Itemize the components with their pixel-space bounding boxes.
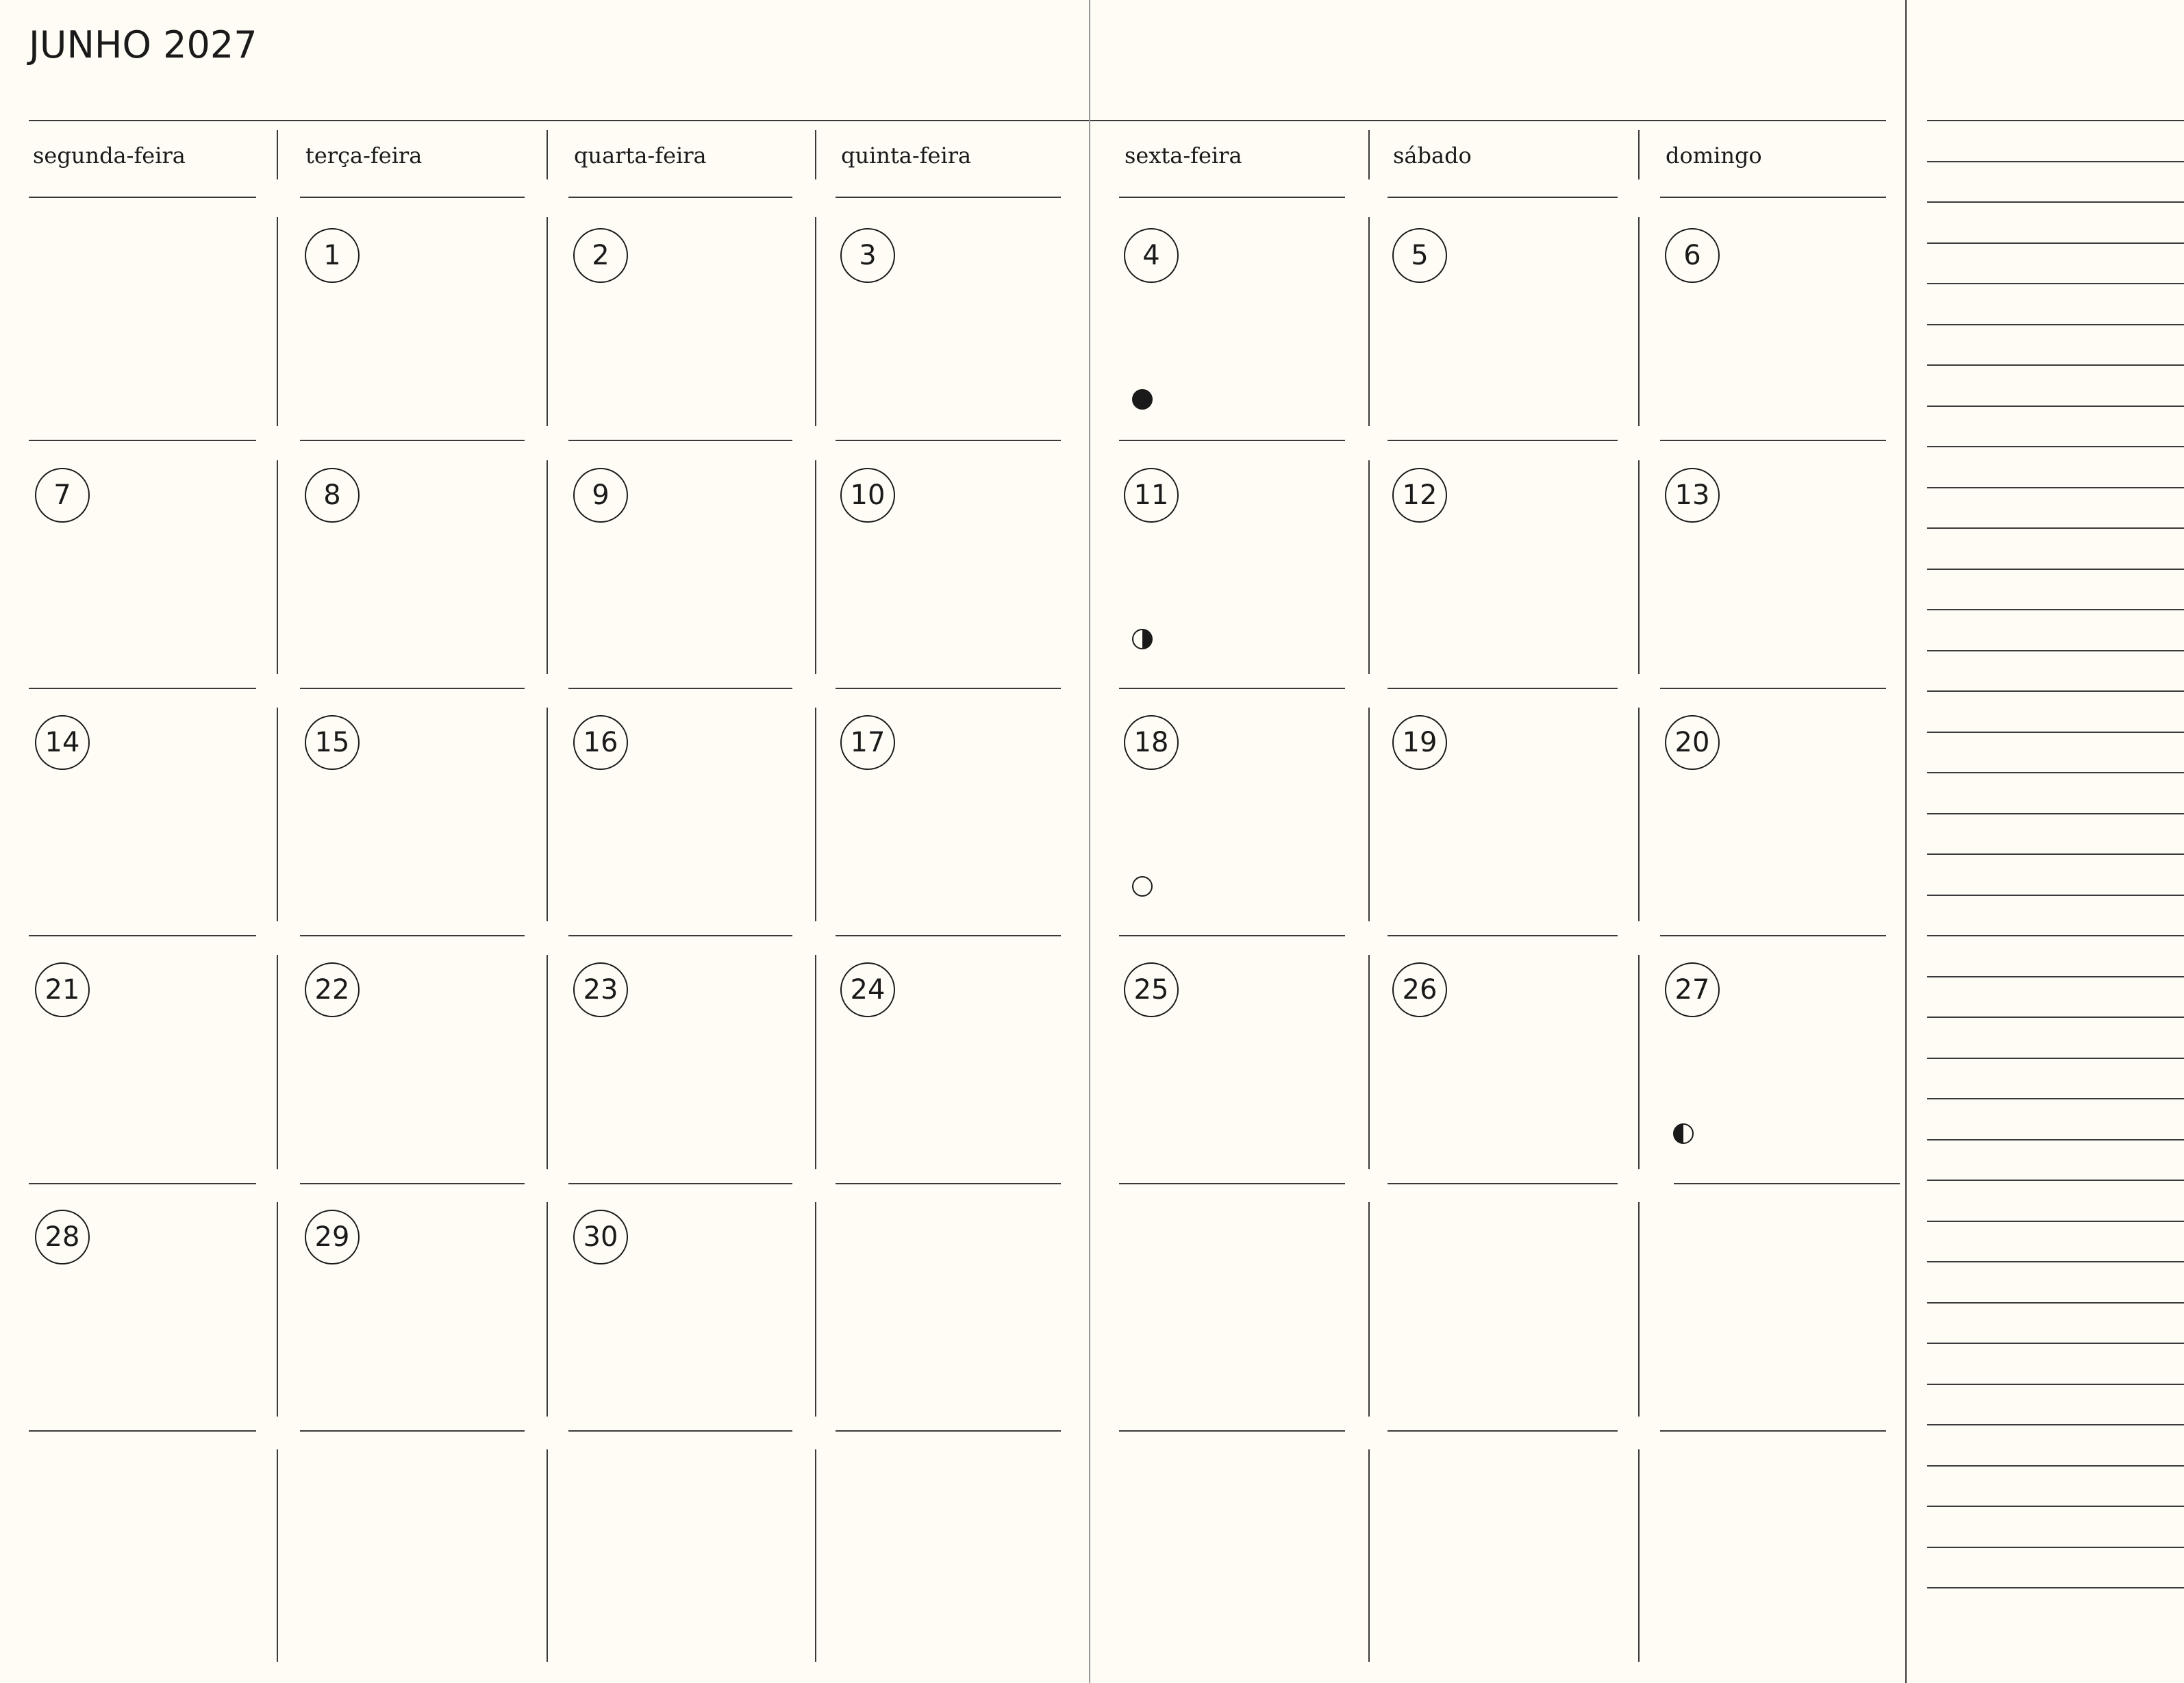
notes-line: [1927, 1221, 2184, 1222]
day-number[interactable]: 29: [305, 1210, 360, 1264]
row-rule: [1119, 688, 1345, 689]
row-rule: [300, 1430, 525, 1432]
notes-line: [1927, 1180, 2184, 1181]
day-number[interactable]: 1: [305, 228, 360, 283]
notes-line: [1927, 1261, 2184, 1262]
notes-line: [1927, 242, 2184, 244]
row-rule: [29, 935, 256, 936]
row-rule: [1660, 688, 1886, 689]
day-number[interactable]: 14: [35, 715, 90, 770]
cell-separator: [815, 955, 816, 1169]
cell-separator: [1368, 708, 1370, 921]
cell-separator: [547, 1202, 548, 1417]
row-rule: [568, 688, 792, 689]
notes-line: [1927, 283, 2184, 284]
day-number[interactable]: 16: [573, 715, 628, 770]
notes-line: [1927, 1017, 2184, 1018]
notes-line: [1927, 201, 2184, 203]
cell-separator: [1638, 708, 1640, 921]
row-rule: [568, 1183, 792, 1184]
day-number[interactable]: 10: [840, 468, 895, 523]
weekday-separator: [1638, 130, 1640, 179]
cell-separator: [1368, 955, 1370, 1169]
day-number[interactable]: 28: [35, 1210, 90, 1264]
row-rule: [836, 1430, 1061, 1432]
notes-line: [1927, 1098, 2184, 1099]
notes-line: [1927, 446, 2184, 447]
day-number[interactable]: 7: [35, 468, 90, 523]
notes-line: [1927, 1424, 2184, 1425]
cell-separator: [547, 460, 548, 674]
weekday-separator: [815, 130, 816, 179]
day-number[interactable]: 18: [1124, 715, 1179, 770]
notes-line: [1927, 161, 2184, 162]
cell-separator: [1368, 217, 1370, 426]
cell-separator: [277, 460, 278, 674]
notes-line: [1927, 976, 2184, 977]
notes-line: [1927, 324, 2184, 325]
cell-separator: [1368, 1449, 1370, 1662]
row-rule: [1674, 1183, 1900, 1184]
row-rule: [1119, 1430, 1345, 1432]
day-number[interactable]: 23: [573, 962, 628, 1017]
weekday-underline: [568, 197, 792, 198]
weekday-separator: [277, 130, 278, 179]
day-number[interactable]: 12: [1392, 468, 1447, 523]
weekday-separator: [547, 130, 548, 179]
cell-separator: [277, 708, 278, 921]
day-number[interactable]: 11: [1124, 468, 1179, 523]
cell-separator: [277, 217, 278, 426]
row-rule: [1388, 1183, 1618, 1184]
day-number[interactable]: 21: [35, 962, 90, 1017]
notes-line: [1927, 895, 2184, 896]
cell-separator: [547, 1449, 548, 1662]
row-rule: [1119, 440, 1345, 441]
full-moon-icon: [1132, 876, 1153, 897]
notes-line: [1927, 609, 2184, 610]
row-rule: [29, 440, 256, 441]
notes-line: [1927, 690, 2184, 692]
notes-line: [1927, 1302, 2184, 1304]
notes-line: [1927, 487, 2184, 488]
row-rule: [836, 440, 1061, 441]
month-title: JUNHO 2027: [29, 23, 258, 66]
row-rule: [300, 688, 525, 689]
weekday-header: sábado: [1393, 142, 1472, 169]
notes-line: [1927, 569, 2184, 570]
notes-line: [1927, 935, 2184, 936]
weekday-separator: [1368, 130, 1370, 179]
cell-separator: [1638, 460, 1640, 674]
cell-separator: [277, 1449, 278, 1662]
row-rule: [568, 440, 792, 441]
weekday-underline: [1119, 197, 1345, 198]
weekday-header: domingo: [1666, 142, 1762, 169]
day-number[interactable]: 27: [1665, 962, 1720, 1017]
day-number[interactable]: 9: [573, 468, 628, 523]
cell-separator: [547, 708, 548, 921]
weekday-header: quarta-feira: [574, 142, 707, 169]
day-number[interactable]: 5: [1392, 228, 1447, 283]
day-number[interactable]: 30: [573, 1210, 628, 1264]
day-number[interactable]: 3: [840, 228, 895, 283]
cell-separator: [1638, 217, 1640, 426]
cell-separator: [547, 217, 548, 426]
cell-separator: [815, 708, 816, 921]
row-rule: [29, 688, 256, 689]
cell-separator: [815, 217, 816, 426]
notes-line: [1927, 1547, 2184, 1548]
row-rule: [836, 1183, 1061, 1184]
notes-line: [1927, 527, 2184, 529]
row-rule: [836, 688, 1061, 689]
cell-separator: [1368, 460, 1370, 674]
row-rule: [568, 1430, 792, 1432]
notes-line: [1927, 853, 2184, 855]
weekday-header: quinta-feira: [841, 142, 972, 169]
cell-separator: [815, 1202, 816, 1417]
notes-line: [1927, 1587, 2184, 1588]
notes-line: [1927, 1506, 2184, 1507]
page-spine: [1089, 0, 1090, 1683]
row-rule: [1119, 935, 1345, 936]
cell-separator: [1638, 1449, 1640, 1662]
weekday-header: segunda-feira: [33, 142, 186, 169]
cell-separator: [1638, 955, 1640, 1169]
weekday-header: sexta-feira: [1125, 142, 1242, 169]
cell-separator: [1368, 1202, 1370, 1417]
day-number[interactable]: 15: [305, 715, 360, 770]
notes-line: [1927, 1343, 2184, 1344]
notes-line: [1927, 650, 2184, 651]
cell-separator: [1638, 1202, 1640, 1417]
header-rule: [29, 120, 1886, 121]
day-number[interactable]: 13: [1665, 468, 1720, 523]
row-rule: [1119, 1183, 1345, 1184]
day-number[interactable]: 25: [1124, 962, 1179, 1017]
row-rule: [300, 935, 525, 936]
cell-separator: [277, 1202, 278, 1417]
notes-line: [1927, 406, 2184, 407]
cell-separator: [815, 460, 816, 674]
notes-line: [1927, 1384, 2184, 1385]
row-rule: [300, 1183, 525, 1184]
weekday-header: terça-feira: [305, 142, 423, 169]
row-rule: [1660, 440, 1886, 441]
notes-line: [1927, 1058, 2184, 1059]
day-number[interactable]: 8: [305, 468, 360, 523]
weekday-underline: [836, 197, 1061, 198]
day-number[interactable]: 26: [1392, 962, 1447, 1017]
weekday-underline: [300, 197, 525, 198]
notes-line: [1927, 732, 2184, 733]
row-rule: [568, 935, 792, 936]
notes-line: [1927, 813, 2184, 814]
day-number[interactable]: 24: [840, 962, 895, 1017]
row-rule: [836, 935, 1061, 936]
cell-separator: [815, 1449, 816, 1662]
notes-line: [1927, 1465, 2184, 1467]
row-rule: [1388, 688, 1618, 689]
row-rule: [29, 1430, 256, 1432]
last-quarter-moon-icon: [1673, 1123, 1694, 1144]
row-rule: [1660, 935, 1886, 936]
row-rule: [1388, 440, 1618, 441]
notes-line: [1927, 120, 2184, 121]
day-number[interactable]: 22: [305, 962, 360, 1017]
day-number[interactable]: 19: [1392, 715, 1447, 770]
weekday-underline: [1388, 197, 1618, 198]
day-number[interactable]: 20: [1665, 715, 1720, 770]
row-rule: [29, 1183, 256, 1184]
first-quarter-moon-icon: [1132, 629, 1153, 649]
weekday-underline: [1660, 197, 1886, 198]
row-rule: [1388, 1430, 1618, 1432]
day-number[interactable]: 4: [1124, 228, 1179, 283]
notes-divider: [1905, 0, 1907, 1683]
notes-line: [1927, 772, 2184, 773]
weekday-underline: [29, 197, 256, 198]
new-moon-icon: [1132, 389, 1153, 410]
cell-separator: [547, 955, 548, 1169]
row-rule: [1660, 1430, 1886, 1432]
day-number[interactable]: 6: [1665, 228, 1720, 283]
row-rule: [300, 440, 525, 441]
notes-line: [1927, 1139, 2184, 1140]
notes-line: [1927, 364, 2184, 366]
cell-separator: [277, 955, 278, 1169]
row-rule: [1388, 935, 1618, 936]
day-number[interactable]: 17: [840, 715, 895, 770]
day-number[interactable]: 2: [573, 228, 628, 283]
